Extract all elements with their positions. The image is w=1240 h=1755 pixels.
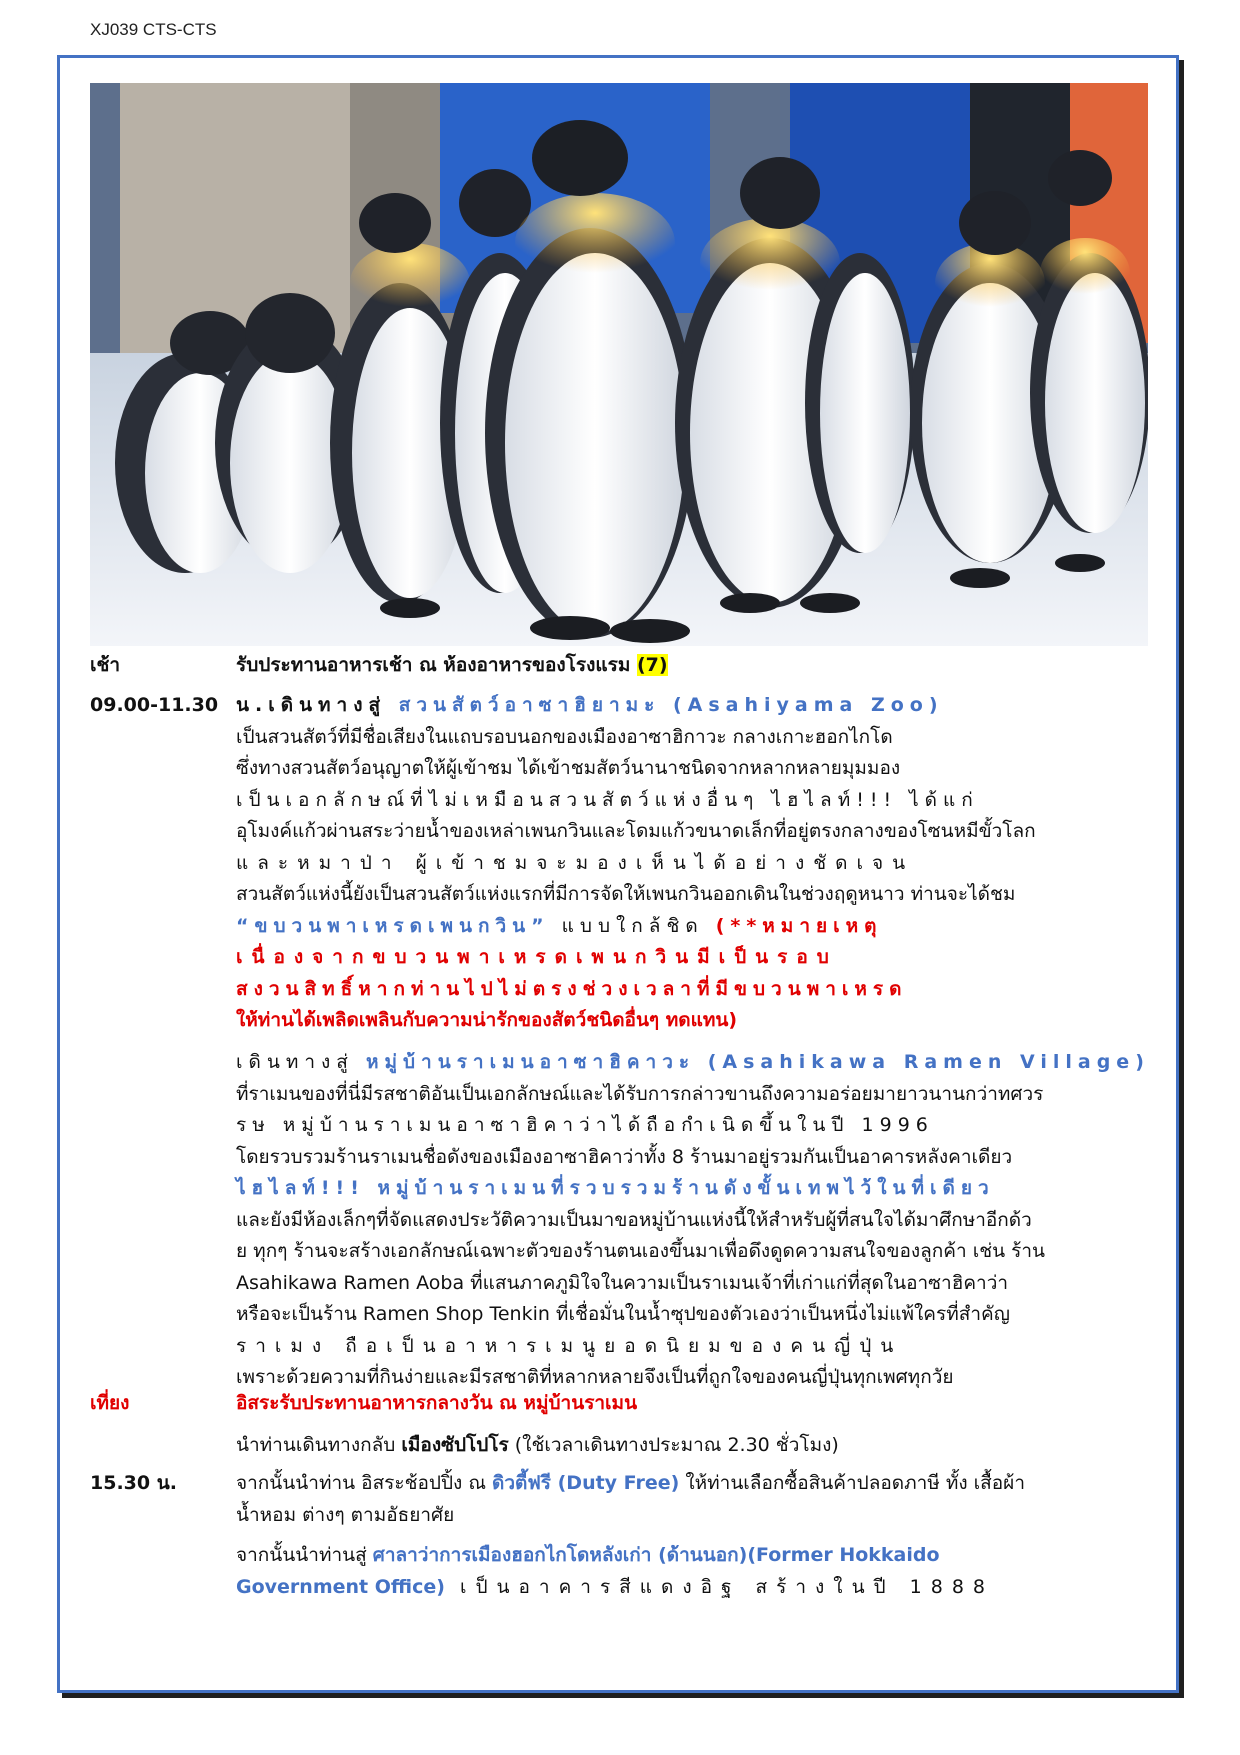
- breakfast-text: [236, 650, 1146, 682]
- ramen-line: ราเมง ถือเป็นอาหารเมนูยอดนิยมของคนญี่ปุ่น: [236, 1334, 903, 1357]
- ramen-line: โดยรวบรวมร้านราเมนชื่อดังของเมืองอาซาฮิคาว่าทั้ง 8 ร้านมาอยู่รวมกันเป็นอาคารหลังคาเดียว: [236, 1145, 1013, 1168]
- zoo-line: ซึ่งทางสวนสัตว์อนุญาตให้ผู้เข้าชม ได้เข้าชมสัตว์นานาชนิดจากหลากหลายมุมมอง: [236, 757, 901, 779]
- dutyfree-description: [236, 1468, 1146, 1531]
- dutyfree-line: น้ำหอม ต่างๆ ตามอัธยาศัย: [236, 1503, 455, 1526]
- govoffice-lead: จากนั้นนำท่านสู่: [236, 1544, 373, 1566]
- itinerary-row-return: [90, 1430, 1146, 1462]
- dutyfree-name: ดิวตี้ฟรี (Duty Free): [492, 1472, 680, 1494]
- zoo-line: เป็นสวนสัตว์ที่มีชื่อเสียงในแถบรอบนอกของเมืองอาซาฮิกาวะ กลางเกาะฮอกไกโด: [236, 725, 893, 748]
- ramen-line: ที่ราเมนของที่นี่มีรสชาติอันเป็นเอกลักษณ์และได้รับการกล่าวขานถึงความอร่อยมายาวนานกว่าทศวร: [236, 1082, 1044, 1105]
- time-label: 09.00-11.30: [90, 694, 219, 716]
- meal-code-badge: (7): [636, 654, 668, 676]
- breakfast-description: รับประทานอาหารเช้า ณ ห้องอาหารของโรงแรม: [236, 654, 637, 676]
- zoo-line: สวนสัตว์แห่งนี้ยังเป็นสวนสัตว์แห่งแรกที่มีการจัดให้เพนกวินออกเดินในช่วงฤดูหนาว ท่านจะได้ชม: [236, 883, 1016, 905]
- note-line: ให้ท่านได้เพลิดเพลินกับความน่ารักของสัตว์ชนิดอื่นๆ ทดแทน): [236, 1009, 738, 1031]
- time-label: เที่ยง: [90, 1392, 130, 1414]
- zoo-name: สวนสัตว์อาซาฮิยามะ (Asahiyama Zoo): [398, 694, 944, 716]
- ramen-description: [236, 1047, 1150, 1394]
- return-city: เมืองซัปโปโร: [401, 1434, 509, 1456]
- note-start: (**หมายเหตุ: [715, 914, 883, 937]
- itinerary-row-lunch: [90, 1388, 1146, 1420]
- zoo-line: และหมาป่า ผู้เข้าชมจะมองเห็นได้อย่างชัดเจน: [236, 851, 915, 874]
- zoo-line: อุโมงค์แก้วผ่านสระว่ายน้ำของเหล่าเพนกวินและโดมแก้วขนาดเล็กที่อยู่ตรงกลางของโซนหมีขั้วโลก: [236, 820, 1036, 842]
- penguin-parade-photo: [90, 83, 1148, 646]
- dutyfree-lead: จากนั้นนำท่าน อิสระช้อปปิ้ง ณ: [236, 1472, 492, 1494]
- zoo-description: [236, 690, 1146, 1037]
- note-line: เนื่องจากขบวนพาเหรดเพนกวินมีเป็นรอบ: [236, 946, 838, 968]
- time-label: เช้า: [90, 654, 121, 676]
- lunch-text: อิสระรับประทานอาหารกลางวัน ณ หมู่บ้านราเมน: [236, 1392, 638, 1414]
- govoffice-description: [236, 1540, 1146, 1603]
- itinerary-row-govoffice: [90, 1540, 1146, 1604]
- parade-name: “ขบวนพาเหรดเพนกวิน”: [236, 914, 550, 937]
- govoffice-name: ศาลาว่าการเมืองฮอกไกโดหลังเก่า (ด้านนอก)(Former Hokkaido: [372, 1544, 940, 1566]
- dutyfree-rest: ให้ท่านเลือกซื้อสินค้าปลอดภาษี ทั้ง เสื้อผ้า: [679, 1472, 1025, 1494]
- ramen-line: ย ทุกๆ ร้านจะสร้างเอกลักษณ์เฉพาะตัวของร้านตนเองขึ้นมาเพื่อดึงดูดความสนใจของลูกค้า เช่น ร้าน: [236, 1240, 1045, 1262]
- zoo-close-text: แบบใกล้ชิด: [549, 914, 716, 937]
- ramen-highlight: ไฮไลท์!!! หมู่บ้านราเมนที่รวบรวมร้านดังขั้นเทพไว้ในที่เดียว: [236, 1177, 995, 1199]
- itinerary-row-zoo: [90, 690, 1146, 1040]
- ramen-line: เพราะด้วยความที่กินง่ายและมีรสชาติที่หลากหลายจึงเป็นที่ถูกใจของคนญี่ปุ่นทุกเพศทุกวัย: [236, 1366, 954, 1388]
- document-code: XJ039 CTS-CTS: [90, 20, 217, 39]
- note-line: สงวนสิทธิ์หากท่านไปไม่ตรงช่วงเวลาที่มีขบวนพาเหรด: [236, 977, 908, 1000]
- itinerary-row-breakfast: [90, 650, 1146, 682]
- itinerary-row-dutyfree: [90, 1468, 1146, 1532]
- time-label: 15.30 น.: [90, 1472, 177, 1494]
- govoffice-name-english: Government Office): [236, 1575, 445, 1598]
- zoo-line: เป็นเอกลักษณ์ที่ไม่เหมือนสวนสัตว์แห่งอื่นๆ ไฮไลท์!!! ได้แก่: [236, 788, 979, 811]
- return-lead: นำท่านเดินทางกลับ: [236, 1434, 402, 1456]
- govoffice-rest: เป็นอาคารสีแดงอิฐ สร้างในปี 1888: [444, 1575, 995, 1598]
- itinerary-row-ramen: [90, 1047, 1150, 1388]
- ramen-line: หรือจะเป็นร้าน Ramen Shop Tenkin ที่เชื่อมั่นในน้ำซุปของตัวเองว่าเป็นหนึ่งไม่แพ้ใครที่สำคัญ: [236, 1303, 1010, 1325]
- zoo-lead: น.เดินทางสู่: [236, 694, 399, 716]
- ramen-line: Asahikawa Ramen Aoba ที่แสนภาคภูมิใจในความเป็นราเมนเจ้าที่เก่าแก่ที่สุดในอาซาฮิคาว่า: [236, 1271, 1009, 1294]
- return-rest: (ใช้เวลาเดินทางประมาณ 2.30 ชั่วโมง): [508, 1434, 839, 1456]
- return-text: [236, 1430, 1146, 1462]
- ramen-lead: เดินทางสู่: [236, 1051, 366, 1073]
- ramen-line: และยังมีห้องเล็กๆที่จัดแสดงประวัติความเป็นมาขอหมู่บ้านแห่งนี้ให้สำหรับผู้ที่สนใจได้มาศึกษาอีกด้ว: [236, 1208, 1032, 1231]
- ramen-village-name: หมู่บ้านราเมนอาซาฮิคาวะ (Asahikawa Ramen Village): [365, 1051, 1150, 1073]
- ramen-line: รษ หมู่บ้านราเมนอาซาฮิคาว่าได้ถือกำเนิดขึ้นในปี 1996: [236, 1114, 934, 1136]
